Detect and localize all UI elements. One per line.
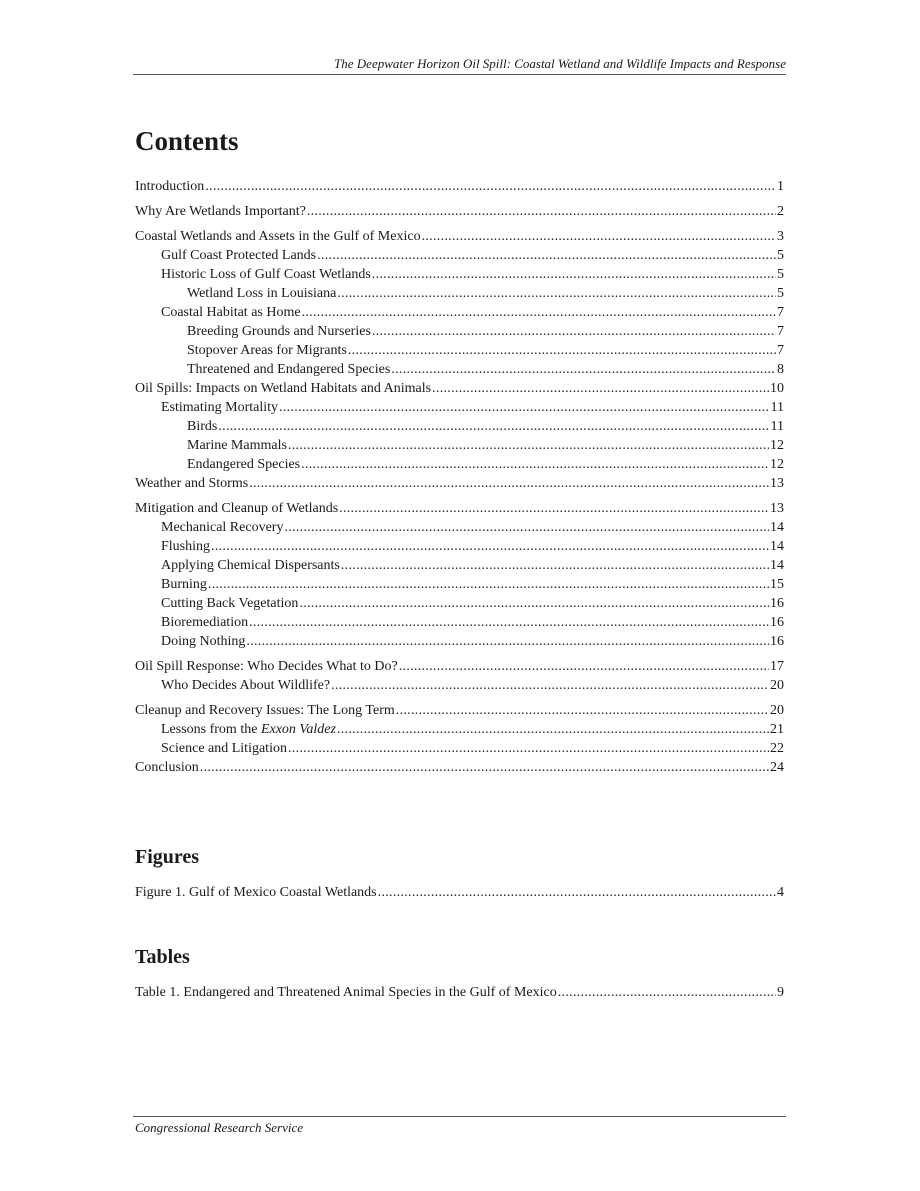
dot-leader: [348, 341, 776, 360]
toc-entry-page: 24: [770, 760, 784, 775]
toc-entry-page: 20: [770, 703, 784, 718]
toc-entry-page: 11: [770, 419, 784, 434]
toc-entry-label: Weather and Storms: [135, 476, 249, 491]
toc-entry-estimating-mortality[interactable]: [135, 398, 784, 417]
toc-entry-doing-nothing[interactable]: [135, 632, 784, 651]
dot-leader: [317, 246, 776, 265]
toc-entry-label: Stopover Areas for Migrants: [187, 343, 347, 358]
dot-leader: [211, 537, 769, 556]
dot-leader: [331, 676, 769, 695]
figure-entry-page: 4: [777, 885, 784, 900]
toc-entry-wetland-loss-louisiana[interactable]: [135, 284, 784, 303]
dot-leader: [200, 758, 769, 777]
figure-entry-label: Figure 1. Gulf of Mexico Coastal Wetlands: [135, 885, 377, 900]
toc-entry-label: Flushing: [161, 539, 211, 554]
toc-entry-page: 11: [770, 400, 784, 415]
toc-entry-page: 16: [770, 615, 784, 630]
toc-entry-label: Mitigation and Cleanup of Wetlands: [135, 501, 339, 516]
toc-entry-label: Historic Loss of Gulf Coast Wetlands: [161, 267, 371, 282]
tables-heading: Tables: [135, 946, 190, 968]
toc-entry-page: 10: [770, 381, 784, 396]
toc-entry-label: Endangered Species: [187, 457, 301, 472]
toc-entry-cutting-back-vegetation[interactable]: [135, 594, 784, 613]
figures-heading: Figures: [135, 846, 200, 868]
toc-entry-label: Oil Spills: Impacts on Wetland Habitats and Animals: [135, 381, 432, 396]
toc-entry-page: 21: [770, 722, 784, 737]
dot-leader: [372, 265, 776, 284]
dot-leader: [399, 657, 769, 676]
toc-entry-threatened-endangered-species[interactable]: [135, 360, 784, 379]
table-entry[interactable]: [135, 983, 784, 1002]
toc-entry-page: 13: [770, 501, 784, 516]
dot-leader: [249, 474, 769, 493]
toc-entry-chemical-dispersants[interactable]: [135, 556, 784, 575]
dot-leader: [372, 322, 776, 341]
toc-entry-label: Bioremediation: [161, 615, 249, 630]
toc-entry-endangered-species[interactable]: [135, 455, 784, 474]
toc-entry-label: Threatened and Endangered Species: [187, 362, 391, 377]
figures-list: [135, 883, 784, 902]
toc-entry-page: 13: [770, 476, 784, 491]
toc-entry-page: 22: [770, 741, 784, 756]
dot-leader: [288, 436, 769, 455]
toc-entry-page: 20: [770, 678, 784, 693]
dot-leader: [288, 739, 769, 758]
toc-entry-mitigation-cleanup[interactable]: [135, 499, 784, 518]
toc-entry-label: Applying Chemical Dispersants: [161, 558, 340, 573]
dot-leader: [337, 284, 776, 303]
toc-entry-introduction[interactable]: [135, 177, 784, 196]
toc-entry-burning[interactable]: [135, 575, 784, 594]
toc-entry-page: 7: [777, 305, 784, 320]
toc-entry-page: 12: [770, 457, 784, 472]
toc-entry-page: 3: [777, 229, 784, 244]
toc-entry-label: Coastal Habitat as Home: [161, 305, 301, 320]
table-entry-page: 9: [777, 985, 784, 1000]
toc-entry-science-litigation[interactable]: [135, 739, 784, 758]
toc-entry-page: 5: [777, 267, 784, 282]
toc-entry-label: Who Decides About Wildlife?: [161, 678, 331, 693]
toc-entry-oil-spills-impacts[interactable]: [135, 379, 784, 398]
toc-entry-page: 14: [770, 558, 784, 573]
toc-entry-lessons-exxon-valdez[interactable]: [135, 720, 784, 739]
toc-entry-label: Mechanical Recovery: [161, 520, 284, 535]
toc-entry-label: Doing Nothing: [161, 634, 246, 649]
toc-entry-label: Introduction: [135, 179, 205, 194]
toc-entry-page: 7: [777, 343, 784, 358]
toc-entry-label-prefix: Lessons from the: [161, 722, 261, 737]
dot-leader: [279, 398, 769, 417]
toc-entry-label: Gulf Coast Protected Lands: [161, 248, 317, 263]
dot-leader: [391, 360, 776, 379]
dot-leader: [558, 983, 776, 1002]
toc-entry-label: Coastal Wetlands and Assets in the Gulf of Mexico: [135, 229, 421, 244]
toc-entry-coastal-wetlands-assets[interactable]: [135, 227, 784, 246]
toc-entry-page: 2: [777, 204, 784, 219]
toc-entry-historic-loss[interactable]: [135, 265, 784, 284]
toc-entry-stopover-areas[interactable]: [135, 341, 784, 360]
toc-entry-page: 16: [770, 634, 784, 649]
dot-leader: [339, 499, 769, 518]
dot-leader: [302, 303, 776, 322]
toc-entry-label: Science and Litigation: [161, 741, 287, 756]
toc-entry-coastal-habitat-home[interactable]: [135, 303, 784, 322]
toc-entry-label: Estimating Mortality: [161, 400, 279, 415]
toc-entry-gulf-coast-protected-lands[interactable]: [135, 246, 784, 265]
toc-entry-birds[interactable]: [135, 417, 784, 436]
toc-entry-label: Marine Mammals: [187, 438, 287, 453]
toc-entry-label: Conclusion: [135, 760, 199, 775]
toc-entry-label: Why Are Wetlands Important?: [135, 204, 306, 219]
dot-leader: [284, 518, 769, 537]
dot-leader: [432, 379, 769, 398]
toc-entry-mechanical-recovery[interactable]: [135, 518, 784, 537]
dot-leader: [422, 227, 776, 246]
toc-entry-page: 1: [777, 179, 784, 194]
dot-leader: [205, 177, 776, 196]
toc-entry-label: Cleanup and Recovery Issues: The Long Term: [135, 703, 395, 718]
dot-leader: [307, 202, 776, 221]
toc-entry-label: Wetland Loss in Louisiana: [187, 286, 337, 301]
table-entry-label: Table 1. Endangered and Threatened Animal Species in the Gulf of Mexico: [135, 985, 557, 1000]
toc-entry-page: 12: [770, 438, 784, 453]
dot-leader: [208, 575, 769, 594]
footer-rule: [133, 1116, 786, 1117]
toc-entry-oil-spill-response[interactable]: [135, 657, 784, 676]
toc-entry-page: 14: [770, 539, 784, 554]
toc-entry-page: 14: [770, 520, 784, 535]
toc-entry-label: Birds: [187, 419, 218, 434]
toc-entry-label-italic: Exxon Valdez: [260, 722, 336, 737]
dot-leader: [299, 594, 769, 613]
toc-entry-page: 16: [770, 596, 784, 611]
toc-entry-conclusion[interactable]: [135, 758, 784, 777]
header-rule: [133, 74, 786, 75]
toc-entry-label: Cutting Back Vegetation: [161, 596, 299, 611]
toc-entry-page: 5: [777, 286, 784, 301]
tables-list: [135, 983, 784, 1002]
dot-leader: [396, 701, 769, 720]
contents-list: [135, 177, 784, 777]
toc-entry-flushing[interactable]: [135, 537, 784, 556]
toc-entry-page: 7: [777, 324, 784, 339]
toc-entry-who-decides-wildlife[interactable]: [135, 676, 784, 695]
toc-entry-label: Oil Spill Response: Who Decides What to Do?: [135, 659, 398, 674]
running-header: The Deepwater Horizon Oil Spill: Coastal Wetland and Wildlife Impacts and Response: [334, 56, 786, 71]
dot-leader: [378, 883, 776, 902]
dot-leader: [218, 417, 769, 436]
toc-entry-page: 15: [770, 577, 784, 592]
toc-entry-bioremediation[interactable]: [135, 613, 784, 632]
dot-leader: [341, 556, 769, 575]
dot-leader: [249, 613, 769, 632]
dot-leader: [301, 455, 769, 474]
toc-entry-label: Breeding Grounds and Nurseries: [187, 324, 371, 339]
figure-entry[interactable]: [135, 883, 784, 902]
toc-entry-why-wetlands-important[interactable]: [135, 202, 784, 221]
running-footer: Congressional Research Service: [135, 1120, 303, 1135]
toc-entry-label: [161, 720, 336, 739]
toc-entry-page: 8: [777, 362, 784, 377]
toc-entry-page: 5: [777, 248, 784, 263]
dot-leader: [246, 632, 769, 651]
toc-entry-weather-storms[interactable]: [135, 474, 784, 493]
toc-entry-label: Burning: [161, 577, 207, 592]
toc-entry-page: 17: [770, 659, 784, 674]
contents-heading: Contents: [135, 126, 239, 156]
toc-entry-breeding-grounds[interactable]: [135, 322, 784, 341]
toc-entry-cleanup-recovery-long-term[interactable]: [135, 701, 784, 720]
dot-leader: [337, 720, 769, 739]
toc-entry-marine-mammals[interactable]: [135, 436, 784, 455]
